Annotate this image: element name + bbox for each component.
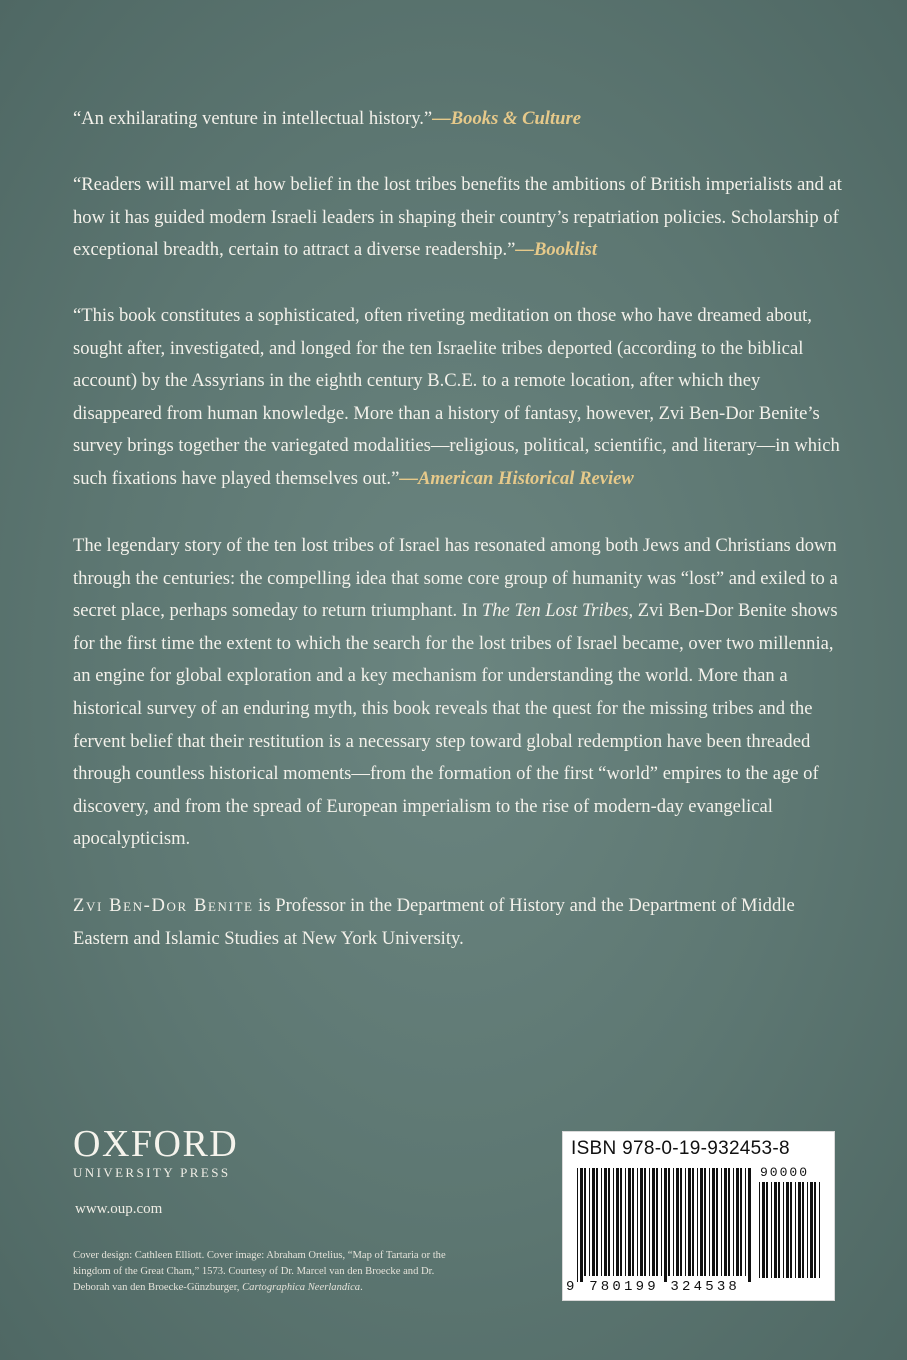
addon-barcode	[759, 1182, 823, 1278]
barcode-bar	[608, 1168, 610, 1276]
quote-source: —American Historical Review	[399, 467, 634, 489]
barcode-bar	[673, 1168, 674, 1276]
barcode-bar	[632, 1168, 634, 1276]
barcode-bar	[790, 1182, 792, 1278]
barcode-bar	[709, 1168, 710, 1276]
barcode-box	[562, 1131, 835, 1301]
barcode-bar	[762, 1182, 765, 1278]
book-description	[73, 530, 843, 856]
barcode-bar	[783, 1182, 784, 1278]
barcode-bar	[733, 1168, 734, 1276]
barcode-bar	[601, 1168, 602, 1276]
barcode-bar	[795, 1182, 796, 1278]
price-code: 90000	[760, 1165, 810, 1180]
barcode-bar	[625, 1168, 626, 1276]
barcode-bar	[697, 1168, 698, 1276]
barcode-bar	[688, 1168, 691, 1276]
barcode-bar	[778, 1182, 780, 1278]
barcode-bar	[692, 1168, 694, 1276]
barcode-bar	[652, 1168, 655, 1276]
barcode-bar	[656, 1168, 658, 1276]
barcode-bar	[704, 1168, 706, 1276]
barcode-bar	[802, 1182, 804, 1278]
barcode-bar	[712, 1168, 715, 1276]
barcode-bar	[745, 1168, 746, 1276]
credits-source-title: Cartographica Neerlandica	[242, 1281, 361, 1293]
barcode-bar	[676, 1168, 679, 1276]
publisher-subtitle: UNIVERSITY PRESS	[73, 1165, 231, 1180]
barcode-bar	[798, 1182, 801, 1278]
barcode-bar	[644, 1168, 646, 1276]
barcode-bar	[759, 1182, 760, 1278]
credits-text-end: .	[360, 1281, 363, 1293]
publisher-url: www.oup.com	[75, 1201, 163, 1217]
barcode-bar	[721, 1168, 722, 1276]
ean-number: 9 780199 324538	[566, 1279, 741, 1295]
barcode-bar	[649, 1168, 650, 1276]
barcode-bar	[786, 1182, 789, 1278]
quote-text: “Readers will marvel at how belief in the lost tribes benefits the ambitions of British imperialists and at how it has guided modern Israeli leaders in shaping their country’s repatriation policies. Scholarship of exceptional breadth, certain to attract a diverse readership.”	[73, 174, 842, 261]
description-text: The legendary story of the ten lost tribes of Israel has resonated among both Jews and Christians down through the centuries: the compelling idea that some core group of humanity was “lost” and exiled to a secret place, perhaps someday to return triumphant. In	[73, 535, 838, 622]
barcode-bar	[584, 1168, 586, 1276]
barcode-bar	[577, 1168, 578, 1282]
author-bio	[73, 890, 843, 955]
barcode-bar	[700, 1168, 703, 1276]
review-quote-2	[73, 169, 843, 267]
barcode-bar	[637, 1168, 638, 1276]
isbn-label: ISBN 978-0-19-932453-8	[571, 1138, 790, 1159]
barcode-bar	[613, 1168, 614, 1276]
barcode-bar	[661, 1168, 662, 1276]
quote-source: —Booklist	[515, 239, 598, 261]
barcode-bar	[596, 1168, 598, 1276]
barcode-bar	[616, 1168, 619, 1276]
barcode-bar	[685, 1168, 686, 1276]
barcode-bar	[589, 1168, 590, 1276]
book-title: The Ten Lost Tribes	[481, 600, 629, 622]
cover-credits	[73, 1248, 453, 1295]
publisher-logo	[73, 1124, 238, 1181]
barcode-bar	[664, 1168, 667, 1282]
publisher-name: OXFORD	[73, 1123, 239, 1165]
barcode-bar	[774, 1182, 777, 1278]
author-bio-text: is Professor in the Department of History and the Department of Middle Eastern and Islamic Studies at New York University.	[73, 895, 795, 949]
barcode-bar	[716, 1168, 718, 1276]
barcode-bar	[728, 1168, 730, 1276]
barcode-bar	[807, 1182, 808, 1278]
quote-text: “An exhilarating venture in intellectual history.”	[73, 108, 433, 129]
barcode-bar	[740, 1168, 742, 1276]
barcode-bar	[736, 1168, 739, 1276]
barcode-bar	[680, 1168, 682, 1276]
barcode-bar	[592, 1168, 595, 1276]
ean-barcode	[577, 1168, 753, 1282]
review-quote-1	[73, 103, 843, 136]
review-quote-3	[73, 300, 843, 496]
quote-source: —Books & Culture	[432, 108, 581, 129]
quote-text: “This book constitutes a sophisticated, often riveting meditation on those who have dreamed about, sought after, investigated, and longed for the ten Israelite tribes deported (according to the biblical account) by the Assyrians in the eighth century B.C.E. to a remote location, after which they disappeared from human knowledge. More than a history of fantasy, however, Zvi Ben-Dor Benite’s survey brings together the variegated modalities—religious, political, scientific, and literary—in which such fixations have played themselves out.”	[73, 305, 840, 489]
author-name: Zvi Ben-Dor Benite	[73, 895, 254, 916]
barcode-bar	[620, 1168, 622, 1276]
barcode-bar	[724, 1168, 727, 1276]
barcode-bar	[819, 1182, 820, 1278]
barcode-bar	[748, 1168, 751, 1282]
barcode-bar	[771, 1182, 772, 1278]
barcode-bar	[668, 1168, 670, 1276]
barcode-bar	[810, 1182, 813, 1278]
barcode-bar	[814, 1182, 816, 1278]
description-text: , Zvi Ben-Dor Benite shows for the first time the extent to which the search for the lost tribes of Israel became, over two millennia, an engine for global exploration and a key mechanism for understanding the world. More than a historical survey of an enduring myth, this book reveals that the quest for the missing tribes and the fervent belief that their restitution is a necessary step toward global redemption have been threaded through countless historical moments—from the formation of the first “world” empires to the age of discovery, and from the spread of European imperialism to the rise of modern-day evangelical apocalypticism.	[73, 600, 838, 850]
barcode-bar	[628, 1168, 631, 1276]
credits-text: Cover design: Cathleen Elliott. Cover image: Abraham Ortelius, “Map of Tartaria or the kingdom of the Great Cham,” 1573. Courtesy of Dr. Marcel van den Broecke and Dr. Deborah van den Broecke-Günzburger,	[73, 1250, 446, 1293]
barcode-bar	[604, 1168, 607, 1276]
barcode-bar	[766, 1182, 768, 1278]
barcode-bar	[640, 1168, 643, 1276]
barcode-bar	[580, 1168, 583, 1282]
